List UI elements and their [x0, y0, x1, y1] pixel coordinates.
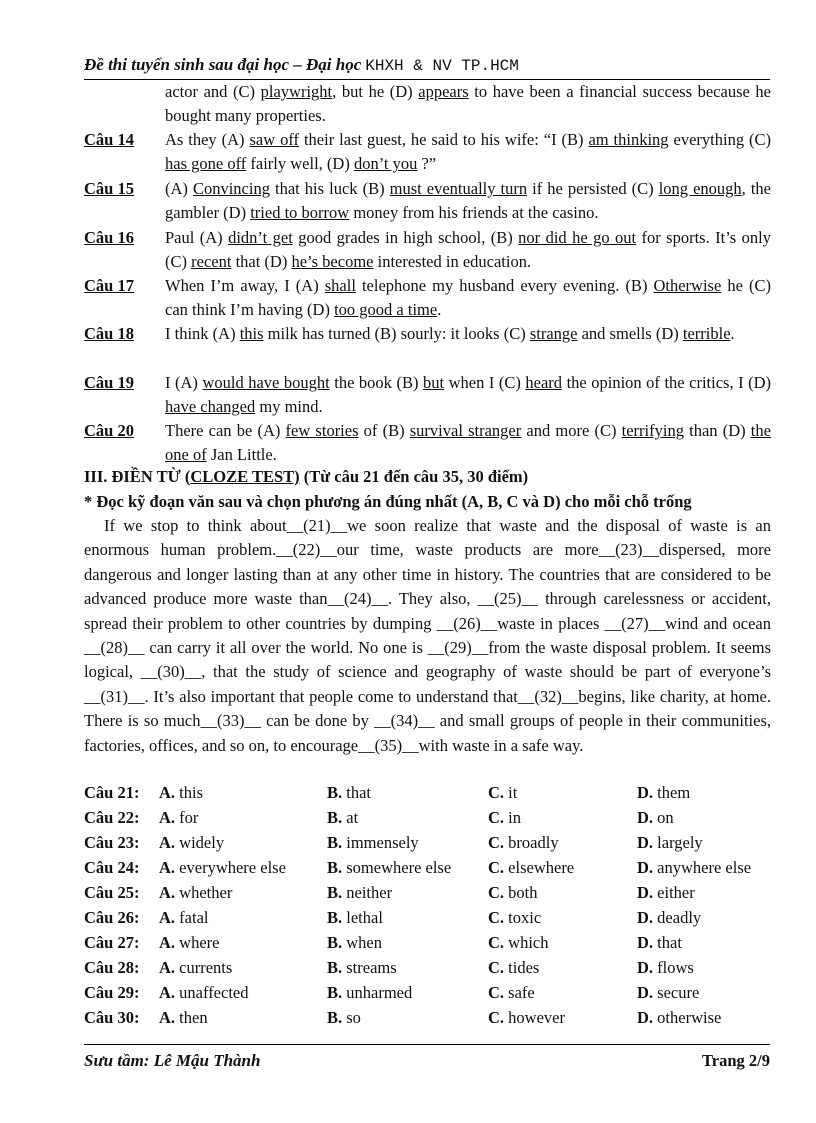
- option-a: A. everywhere else: [159, 858, 286, 877]
- cloze-passage: If we stop to think about__(21)__we soon realize that waste and the disposal of waste is an enormous human problem.__(22)__our time, waste products are more__(23)__dispersed, more dangerous and longer lasting than at any other time in history. The countries that are considered to be advanced produce more waste than__(24)__. They also, __(25)__ through carelessness or accident, spread their problem to other countries by dumping __(26)__waste in places __(27)__wind and ocean __(28)__ can carry it all over the world. No one is __(29)__from the waste disposal problem. It seems logical, __(30)__, that the study of science and geography of waste should be part of everyone’s __(31)__. It’s also important that people come to understand that__(32)__begins, like charity, at home. There is so much__(33)__ can be done by __(34)__ and small groups of people in their communities, factories, offices, and so on, to encourage__(35)__with waste in a safe way.: [84, 516, 771, 755]
- option-b: B. at: [327, 808, 359, 827]
- page-number: Trang 2/9: [702, 1051, 770, 1070]
- option-row: [84, 955, 774, 980]
- underlined-option: recent: [191, 252, 232, 272]
- question-label: Câu 19: [84, 373, 134, 392]
- question-fragment: and smells (D): [577, 324, 683, 343]
- option-c: C. it: [488, 783, 518, 802]
- question-fragment: fairly well, (D): [246, 154, 354, 174]
- underlined-option: strange: [529, 324, 578, 343]
- option-c: C. toxic: [488, 908, 542, 927]
- page-header: [84, 55, 770, 80]
- option-question-number: Câu 29:: [84, 983, 140, 1002]
- underlined-option: Otherwise: [653, 276, 722, 295]
- question-text: [165, 128, 771, 177]
- underlined-option: tried to borrow: [250, 203, 350, 223]
- question-fragment: my mind.: [255, 397, 323, 417]
- question-fragment: .: [730, 324, 735, 343]
- question-fragment: interested in education.: [373, 252, 532, 272]
- question-fragment: good grades in high school, (B): [292, 228, 519, 247]
- question-item: [84, 371, 771, 420]
- option-a: A. fatal: [159, 908, 209, 927]
- question-item: [84, 419, 771, 468]
- underlined-option: don’t you: [353, 154, 418, 174]
- underlined-option: nor did he go out: [518, 228, 637, 247]
- question-fragment: money from his friends at the casino.: [349, 203, 599, 223]
- option-question-number: Câu 23:: [84, 833, 140, 852]
- option-question-number: Câu 21:: [84, 783, 140, 802]
- question-text: [165, 419, 771, 468]
- question-fragment: that (D): [231, 252, 292, 272]
- question-fragment: As they (A): [165, 130, 250, 149]
- footer-author: Sưu tầm: Lê Mậu Thành: [84, 1051, 261, 1070]
- option-question-number: Câu 27:: [84, 933, 140, 952]
- question-13-continuation: actor and (C) playwright, but he (D) appears to have been a financial success because he bought many properties.: [165, 82, 771, 126]
- question-fragment: Paul (A): [165, 228, 229, 247]
- option-d: D. flows: [637, 958, 694, 977]
- option-d: D. that: [637, 933, 682, 952]
- question-fragment: everything (C): [668, 130, 771, 149]
- underlined-option: has gone off: [165, 154, 247, 174]
- underlined-option: he’s become: [291, 252, 374, 272]
- option-c: C. elsewhere: [488, 858, 575, 877]
- option-row: [84, 780, 774, 805]
- option-question-number: Câu 24:: [84, 858, 140, 877]
- question-text: [165, 226, 771, 275]
- question-text: [165, 274, 771, 323]
- underlined-option: Convincing: [192, 179, 270, 198]
- question-label: Câu 16: [84, 228, 134, 247]
- underlined-option: too good a time: [334, 300, 438, 320]
- option-row: [84, 855, 774, 880]
- question-fragment: he (C) can think I’m having (D): [165, 276, 771, 320]
- option-row: [84, 980, 774, 1005]
- underlined-option: terrifying: [621, 421, 684, 440]
- option-c: C. in: [488, 808, 522, 827]
- option-row: [84, 830, 774, 855]
- question-fragment: I (A): [165, 373, 203, 392]
- question-item: [84, 128, 771, 177]
- option-b: B. unharmed: [327, 983, 413, 1002]
- question-text: [165, 322, 771, 346]
- question-fragment: When I’m away, I (A): [165, 276, 325, 295]
- option-d: D. deadly: [637, 908, 702, 927]
- options-table: [84, 780, 774, 1030]
- option-question-number: Câu 26:: [84, 908, 140, 927]
- option-a: A. for: [159, 808, 199, 827]
- underlined-option: must eventually turn: [389, 179, 528, 198]
- option-a: A. currents: [159, 958, 233, 977]
- option-d: D. either: [637, 883, 695, 902]
- option-question-number: Câu 30:: [84, 1008, 140, 1027]
- question-label: Câu 15: [84, 179, 134, 198]
- question-text: [165, 177, 771, 226]
- option-b: B. that: [327, 783, 372, 802]
- question-fragment: than (D): [683, 421, 751, 440]
- underlined-option: am thinking: [588, 130, 669, 149]
- underlined-option: the one of: [165, 421, 771, 465]
- underlined-option: but: [422, 373, 445, 392]
- underlined-option: saw off: [249, 130, 300, 149]
- question-fragment: , the gambler (D): [165, 179, 771, 223]
- option-b: B. when: [327, 933, 383, 952]
- option-c: C. which: [488, 933, 549, 952]
- option-d: D. them: [637, 783, 691, 802]
- underlined-option: long enough: [658, 179, 742, 198]
- option-d: D. largely: [637, 833, 703, 852]
- underlined-option: few stories: [285, 421, 359, 440]
- option-row: [84, 905, 774, 930]
- underlined-option: this: [239, 324, 264, 343]
- option-c: C. however: [488, 1008, 565, 1027]
- option-question-number: Câu 25:: [84, 883, 140, 902]
- question-item: [84, 322, 771, 346]
- question-fragment: if he persisted (C): [527, 179, 659, 198]
- question-fragment: milk has turned (B) sourly: it looks (C): [263, 324, 530, 343]
- option-b: B. lethal: [327, 908, 383, 927]
- underlined-option: heard: [525, 373, 563, 392]
- option-c: C. tides: [488, 958, 540, 977]
- option-a: A. widely: [159, 833, 225, 852]
- option-b: B. streams: [327, 958, 397, 977]
- question-item: [84, 274, 771, 323]
- question-item: [84, 226, 771, 275]
- question-fragment: ?”: [417, 154, 437, 174]
- option-d: D. anywhere else: [637, 858, 752, 877]
- underlined-option: terrible: [682, 324, 731, 343]
- page-footer: [84, 1044, 770, 1071]
- header-university: KHXH & NV TP.HCM: [365, 57, 519, 75]
- option-d: D. otherwise: [637, 1008, 722, 1027]
- header-title: Đề thi tuyển sinh sau đại học – Đại học: [84, 55, 362, 74]
- question-fragment: for sports. It’s only (C): [165, 228, 771, 272]
- section-instruction: * Đọc kỹ đoạn văn sau và chọn phương án đúng nhất (A, B, C và D) cho mỗi chỗ trống: [84, 492, 692, 511]
- question-fragment: and more (C): [521, 421, 622, 440]
- option-a: A. where: [159, 933, 220, 952]
- option-a: A. whether: [159, 883, 233, 902]
- option-a: A. this: [159, 783, 204, 802]
- question-fragment: that his luck (B): [269, 179, 390, 198]
- option-row: [84, 880, 774, 905]
- option-b: B. neither: [327, 883, 393, 902]
- question-fragment: the book (B): [329, 373, 423, 392]
- question-label: Câu 18: [84, 324, 134, 343]
- option-b: B. immensely: [327, 833, 419, 852]
- option-d: D. on: [637, 808, 674, 827]
- question-fragment: .: [437, 300, 442, 320]
- question-text: [165, 371, 771, 420]
- underlined-option: didn’t get: [228, 228, 293, 247]
- question-fragment: the opinion of the critics, I (D): [562, 373, 772, 392]
- option-b: B. so: [327, 1008, 361, 1027]
- option-row: [84, 805, 774, 830]
- underlined-option: would have bought: [202, 373, 330, 392]
- option-d: D. secure: [637, 983, 700, 1002]
- question-label: Câu 17: [84, 276, 134, 295]
- option-row: [84, 1005, 774, 1030]
- option-c: C. safe: [488, 983, 535, 1002]
- question-fragment: (A): [165, 179, 193, 198]
- question-fragment: when I (C): [444, 373, 526, 392]
- question-fragment: of (B): [358, 421, 410, 440]
- question-label: Câu 20: [84, 421, 134, 440]
- option-question-number: Câu 22:: [84, 808, 140, 827]
- question-fragment: I think (A): [165, 324, 240, 343]
- option-a: A. then: [159, 1008, 208, 1027]
- underlined-option: shall: [324, 276, 356, 295]
- underlined-option: have changed: [165, 397, 256, 417]
- question-item: [84, 177, 771, 226]
- question-label: Câu 14: [84, 130, 134, 149]
- section-heading: III. ĐIỀN TỪ (CLOZE TEST) (Từ câu 21 đến câu 35, 30 điểm): [84, 467, 529, 486]
- option-question-number: Câu 28:: [84, 958, 140, 977]
- question-fragment: telephone my husband every evening. (B): [355, 276, 654, 295]
- option-row: [84, 930, 774, 955]
- underlined-option: survival stranger: [409, 421, 522, 440]
- question-fragment: their last guest, he said to his wife: “I (B): [299, 130, 589, 149]
- question-fragment: There can be (A): [165, 421, 286, 440]
- option-c: C. both: [488, 883, 538, 902]
- option-c: C. broadly: [488, 833, 559, 852]
- option-a: A. unaffected: [159, 983, 249, 1002]
- question-fragment: Jan Little.: [206, 445, 277, 465]
- option-b: B. somewhere else: [327, 858, 452, 877]
